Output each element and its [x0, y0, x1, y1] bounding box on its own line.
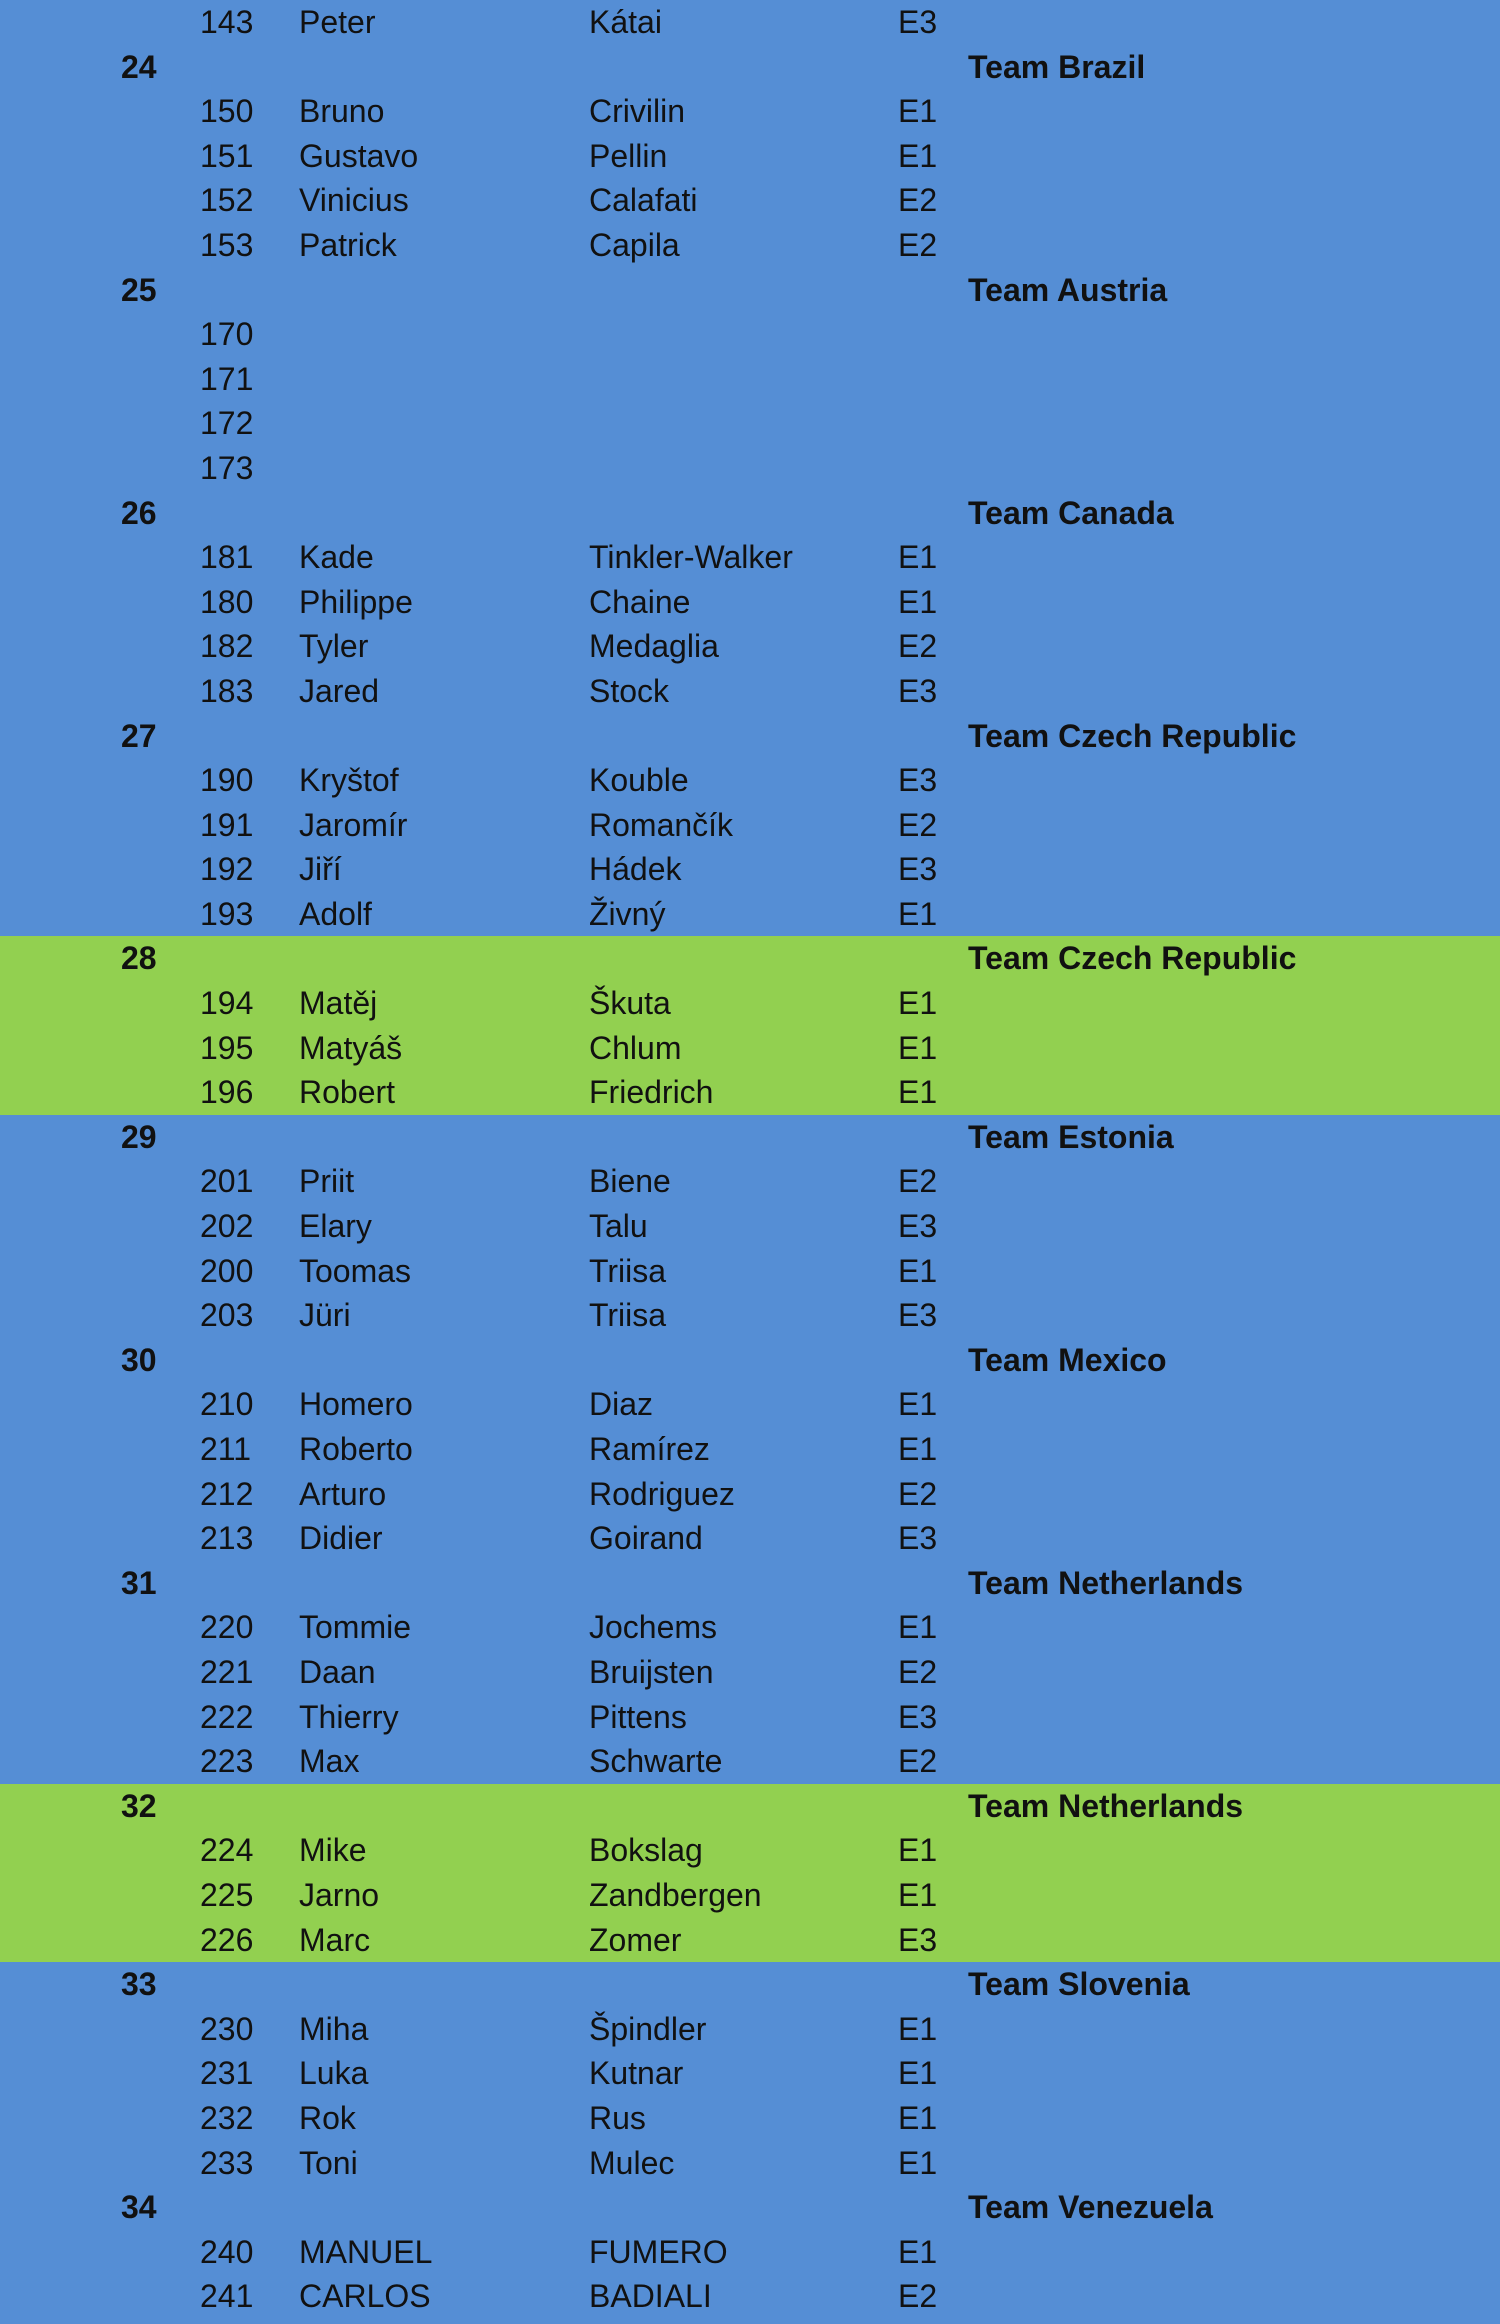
rider-row	[0, 178, 1500, 223]
rider-row	[0, 1472, 1500, 1517]
rider-last-name: Romančík	[589, 806, 734, 843]
rider-number: 201	[200, 1163, 254, 1200]
rider-row	[0, 847, 1500, 892]
rider-category: E1	[898, 539, 938, 576]
team-name: Team Austria	[968, 271, 1168, 308]
rider-number: 212	[200, 1475, 254, 1512]
rider-first-name: Matěj	[299, 985, 378, 1022]
rider-category: E3	[898, 672, 938, 709]
rider-row	[0, 2141, 1500, 2186]
rider-last-name: Jochems	[589, 1609, 718, 1646]
rider-row	[0, 1159, 1500, 1204]
rider-row	[0, 2096, 1500, 2141]
team-number: 24	[121, 48, 157, 85]
rider-last-name: Pellin	[589, 137, 668, 174]
rider-last-name: Triisa	[589, 1252, 667, 1289]
rider-first-name: Elary	[299, 1208, 372, 1245]
rider-first-name: Tyler	[299, 628, 369, 665]
rider-category: E3	[898, 1921, 938, 1958]
rider-number: 230	[200, 2010, 254, 2047]
rider-row	[0, 1918, 1500, 1963]
rider-number: 225	[200, 1876, 254, 1913]
rider-first-name: Matyáš	[299, 1029, 403, 1066]
rider-first-name: Adolf	[299, 895, 372, 932]
rider-row	[0, 580, 1500, 625]
rider-first-name: Jiří	[299, 851, 342, 888]
rider-last-name: Triisa	[589, 1297, 667, 1334]
rider-first-name: Philippe	[299, 583, 413, 620]
rider-number: 181	[200, 539, 254, 576]
rider-first-name: Thierry	[299, 1698, 399, 1735]
rider-first-name: Robert	[299, 1074, 396, 1111]
rider-last-name: Biene	[589, 1163, 671, 1200]
rider-row	[0, 624, 1500, 669]
rider-category: E1	[898, 2010, 938, 2047]
rider-first-name: Vinicius	[299, 182, 409, 219]
rider-category: E2	[898, 226, 938, 263]
rider-number: 173	[200, 449, 254, 486]
rider-category: E2	[898, 1653, 938, 1690]
rider-number: 200	[200, 1252, 254, 1289]
rider-first-name: Homero	[299, 1386, 413, 1423]
rider-last-name: Talu	[589, 1208, 648, 1245]
rider-last-name: Capila	[589, 226, 680, 263]
rider-category: E2	[898, 2278, 938, 2315]
rider-row	[0, 312, 1500, 357]
rider-row	[0, 1605, 1500, 1650]
rider-number: 223	[200, 1743, 254, 1780]
rider-first-name: Kade	[299, 539, 374, 576]
rider-number: 192	[200, 851, 254, 888]
team-header-row	[0, 45, 1500, 90]
team-name: Team Czech Republic	[968, 717, 1297, 754]
rider-number: 180	[200, 583, 254, 620]
rider-number: 150	[200, 93, 254, 130]
rider-number: 193	[200, 895, 254, 932]
rider-category: E1	[898, 1431, 938, 1467]
rider-number: 143	[200, 4, 254, 40]
rider-row	[0, 1695, 1500, 1740]
rider-last-name: Pittens	[589, 1698, 687, 1735]
rider-last-name: BADIALI	[589, 2278, 712, 2315]
rider-first-name: Didier	[299, 1520, 383, 1557]
rider-category: E3	[898, 1698, 938, 1735]
rider-first-name: Jared	[299, 672, 380, 709]
rider-row	[0, 669, 1500, 714]
rider-first-name: Tommie	[299, 1609, 412, 1646]
rider-first-name: Priit	[299, 1163, 355, 1200]
rider-last-name: Zomer	[589, 1921, 682, 1958]
rider-number: 231	[200, 2055, 254, 2092]
rider-row	[0, 357, 1500, 402]
rider-first-name: Toni	[299, 2144, 358, 2181]
rider-last-name: Bokslag	[589, 1832, 703, 1869]
rider-first-name: Mike	[299, 1832, 367, 1869]
rider-last-name: Kátai	[589, 4, 662, 40]
rider-category: E1	[898, 583, 938, 620]
rider-row	[0, 535, 1500, 580]
rider-last-name: Medaglia	[589, 628, 719, 665]
rider-category: E2	[898, 1163, 938, 1200]
rider-category: E1	[898, 1876, 938, 1913]
rider-category: E1	[898, 93, 938, 130]
rider-first-name: Jaromír	[299, 806, 408, 843]
team-header-row	[0, 491, 1500, 536]
rider-number: 153	[200, 226, 254, 263]
team-header-row	[0, 268, 1500, 313]
rider-category: E2	[898, 628, 938, 665]
rider-first-name: Toomas	[299, 1252, 412, 1289]
rider-number: 191	[200, 806, 254, 843]
rider-category: E2	[898, 806, 938, 843]
rider-row	[0, 758, 1500, 803]
rider-number: 240	[200, 2233, 254, 2270]
rider-category: E3	[898, 1520, 938, 1557]
rider-number: 182	[200, 628, 254, 665]
rider-number: 221	[200, 1653, 254, 1690]
rider-first-name: Roberto	[299, 1431, 413, 1467]
rider-last-name: Kutnar	[589, 2055, 684, 2092]
rider-last-name: Crivilin	[589, 93, 685, 130]
team-header-row	[0, 936, 1500, 981]
team-name: Team Slovenia	[968, 1966, 1190, 2003]
rider-category: E3	[898, 851, 938, 888]
team-name: Team Mexico	[968, 1341, 1167, 1378]
rider-last-name: Tinkler-Walker	[589, 539, 793, 576]
rider-row	[0, 892, 1500, 937]
team-name: Team Netherlands	[968, 1564, 1244, 1601]
rider-number: 210	[200, 1386, 254, 1423]
rider-last-name: Kouble	[589, 762, 689, 799]
rider-last-name: Diaz	[589, 1386, 654, 1423]
team-header-row	[0, 1962, 1500, 2007]
rider-row	[0, 134, 1500, 179]
rider-last-name: Ramírez	[589, 1431, 710, 1467]
rider-first-name: Gustavo	[299, 137, 419, 174]
rider-first-name: MANUEL	[299, 2233, 433, 2270]
rider-number: 183	[200, 672, 254, 709]
team-name: Team Brazil	[968, 48, 1146, 85]
rider-number: 202	[200, 1208, 254, 1245]
rider-category: E1	[898, 2099, 938, 2136]
rider-last-name: Živný	[589, 895, 666, 932]
team-header-row	[0, 1338, 1500, 1383]
team-number: 30	[121, 1341, 157, 1378]
rider-row	[0, 2007, 1500, 2052]
rider-number: 195	[200, 1029, 254, 1066]
rider-first-name: Luka	[299, 2055, 369, 2092]
rider-row	[0, 981, 1500, 1026]
rider-row	[0, 1070, 1500, 1115]
team-name: Team Canada	[968, 494, 1174, 531]
rider-number: 194	[200, 985, 254, 1022]
rider-last-name: Špindler	[589, 2010, 707, 2047]
rider-category: E2	[898, 1743, 938, 1780]
team-header-row	[0, 714, 1500, 759]
rider-last-name: Stock	[589, 672, 670, 709]
rider-number: 172	[200, 405, 254, 442]
rider-category: E3	[898, 4, 938, 40]
rider-row	[0, 2274, 1500, 2319]
rider-row	[0, 1739, 1500, 1784]
rider-row	[0, 1382, 1500, 1427]
rider-row	[0, 1249, 1500, 1294]
rider-number: 196	[200, 1074, 254, 1111]
rider-row	[0, 1650, 1500, 1695]
rider-row	[0, 2051, 1500, 2096]
rider-last-name: FUMERO	[589, 2233, 728, 2270]
rider-first-name: Peter	[299, 4, 376, 40]
rider-category: E1	[898, 1074, 938, 1111]
rider-category: E1	[898, 1832, 938, 1869]
rider-last-name: Bruijsten	[589, 1653, 714, 1690]
rider-last-name: Zandbergen	[589, 1876, 762, 1913]
rider-first-name: CARLOS	[299, 2278, 431, 2315]
team-number: 34	[121, 2189, 157, 2226]
rider-row	[0, 1204, 1500, 1249]
rider-number: 152	[200, 182, 254, 219]
rider-row	[0, 1873, 1500, 1918]
rider-row	[0, 1293, 1500, 1338]
rider-last-name: Hádek	[589, 851, 682, 888]
rider-first-name: Rok	[299, 2099, 356, 2136]
rider-category: E1	[898, 1252, 938, 1289]
rider-last-name: Chlum	[589, 1029, 682, 1066]
rider-category: E3	[898, 1208, 938, 1245]
rider-number: 213	[200, 1520, 254, 1557]
team-name: Team Venezuela	[968, 2189, 1213, 2226]
rider-number: 222	[200, 1698, 254, 1735]
rider-number: 233	[200, 2144, 254, 2181]
rider-category: E3	[898, 1297, 938, 1334]
rider-row	[0, 89, 1500, 134]
team-number: 28	[121, 940, 157, 977]
team-number: 33	[121, 1966, 157, 2003]
rider-category: E1	[898, 2055, 938, 2092]
rider-number: 151	[200, 137, 254, 174]
rider-row	[0, 803, 1500, 848]
rider-first-name: Kryštof	[299, 762, 399, 799]
rider-number: 232	[200, 2099, 254, 2136]
rider-first-name: Jarno	[299, 1876, 380, 1913]
team-header-row	[0, 1784, 1500, 1829]
rider-first-name: Bruno	[299, 93, 385, 130]
rider-first-name: Jüri	[299, 1297, 351, 1334]
team-number: 31	[121, 1564, 157, 1601]
team-header-row	[0, 1561, 1500, 1606]
rider-last-name: Goirand	[589, 1520, 703, 1557]
rider-number: 203	[200, 1297, 254, 1334]
rider-category: E1	[898, 1029, 938, 1066]
rider-row	[0, 1427, 1500, 1472]
rider-last-name: Chaine	[589, 583, 691, 620]
rider-row	[0, 401, 1500, 446]
rider-category: E1	[898, 1609, 938, 1646]
rider-last-name: Rus	[589, 2099, 646, 2136]
rider-first-name: Arturo	[299, 1475, 387, 1512]
rider-last-name: Schwarte	[589, 1743, 723, 1780]
rider-category: E1	[898, 137, 938, 174]
rider-row	[0, 223, 1500, 268]
team-number: 29	[121, 1118, 157, 1155]
team-number: 32	[121, 1787, 157, 1824]
rider-number: 241	[200, 2278, 254, 2315]
team-name: Team Czech Republic	[968, 940, 1297, 977]
team-header-row	[0, 1115, 1500, 1160]
rider-last-name: Calafati	[589, 182, 698, 219]
rider-number: 220	[200, 1609, 254, 1646]
rider-category: E3	[898, 762, 938, 799]
rider-category: E1	[898, 2144, 938, 2181]
rider-category: E1	[898, 1386, 938, 1423]
rider-row	[0, 446, 1500, 491]
rider-category: E2	[898, 1475, 938, 1512]
team-header-row	[0, 2185, 1500, 2230]
rider-category: E1	[898, 895, 938, 932]
rider-row	[0, 2230, 1500, 2275]
team-number: 26	[121, 494, 157, 531]
rider-category: E1	[898, 985, 938, 1022]
rider-row	[0, 1026, 1500, 1071]
rider-last-name: Friedrich	[589, 1074, 714, 1111]
rider-row	[0, 1828, 1500, 1873]
rider-number: 170	[200, 316, 254, 353]
rider-first-name: Daan	[299, 1653, 376, 1690]
rider-category: E1	[898, 2233, 938, 2270]
rider-first-name: Miha	[299, 2010, 369, 2047]
rider-row	[0, 1516, 1500, 1561]
team-number: 27	[121, 717, 157, 754]
rider-first-name: Patrick	[299, 226, 397, 263]
rider-number: 190	[200, 762, 254, 799]
rider-first-name: Max	[299, 1743, 360, 1780]
team-name: Team Netherlands	[968, 1787, 1244, 1824]
rider-last-name: Rodriguez	[589, 1475, 735, 1512]
rider-last-name: Škuta	[589, 985, 671, 1022]
rider-number: 211	[200, 1431, 252, 1467]
rider-number: 226	[200, 1921, 254, 1958]
rider-last-name: Mulec	[589, 2144, 675, 2181]
rider-number: 171	[200, 360, 254, 397]
team-number: 25	[121, 271, 157, 308]
rider-category: E2	[898, 182, 938, 219]
rider-number: 224	[200, 1832, 254, 1869]
rider-first-name: Marc	[299, 1921, 371, 1958]
team-name: Team Estonia	[968, 1118, 1174, 1155]
rider-row	[0, 0, 1500, 45]
